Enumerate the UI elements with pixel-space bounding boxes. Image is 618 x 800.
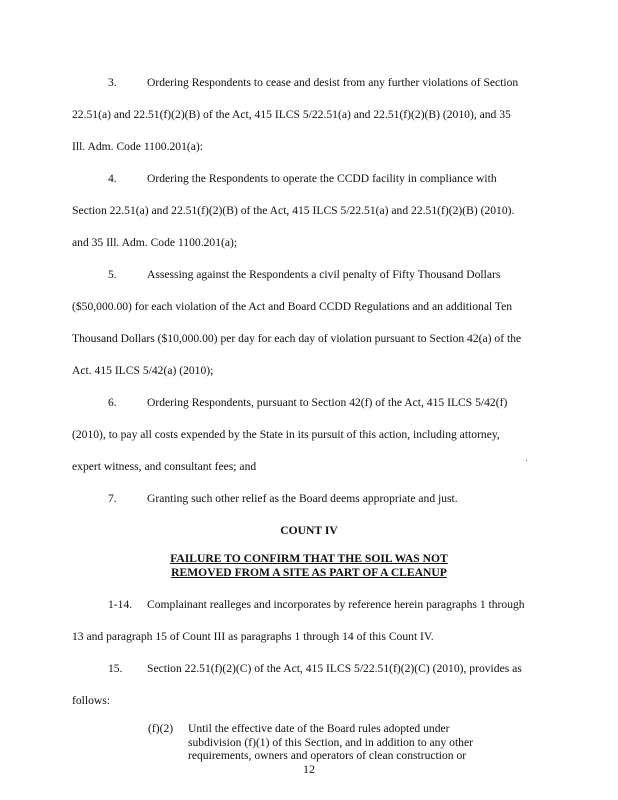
page-number: 12 bbox=[303, 762, 315, 776]
count-heading: COUNT IV bbox=[280, 524, 338, 537]
paragraph-15-first-line: Section 22.51(f)(2)(C) of the Act, 415 ILCS 5/22.51(f)(2)(C) (2010), provides as bbox=[147, 662, 522, 675]
block-quote-line-1: Until the effective date of the Board rules adopted under bbox=[188, 722, 450, 735]
item-5-line-4: Act. 415 ILCS 5/42(a) (2010); bbox=[72, 364, 214, 377]
paragraph-15-number: 15. bbox=[108, 662, 123, 675]
item-5-first-line: Assessing against the Respondents a civil penalty of Fifty Thousand Dollars bbox=[147, 268, 501, 281]
item-7-first-line: Granting such other relief as the Board deems appropriate and just. bbox=[147, 492, 458, 505]
item-5-number: 5. bbox=[108, 268, 117, 281]
item-3-line-3: Ill. Adm. Code 1100.201(a): bbox=[72, 140, 203, 153]
item-6-first-line: Ordering Respondents, pursuant to Section 42(f) of the Act, 415 ILCS 5/42(f) bbox=[147, 396, 508, 409]
item-6-line-2: (2010), to pay all costs expended by the State in its pursuit of this action, including attorney, bbox=[72, 428, 500, 441]
block-quote-line-2: subdivision (f)(1) of this Section, and in addition to any other bbox=[188, 735, 473, 749]
paragraph-15-line-2: follows: bbox=[72, 694, 111, 707]
item-4-line-2: Section 22.51(a) and 22.51(f)(2)(B) of the Act, 415 ILCS 5/22.51(a) and 22.51(f)(2)(B) (2010). bbox=[72, 204, 515, 217]
item-3-first-line: Ordering Respondents to cease and desist from any further violations of Section bbox=[147, 76, 519, 89]
count-title-line-2: REMOVED FROM A SITE AS PART OF A CLEANUP bbox=[171, 566, 447, 579]
block-quote-label: (f)(2) bbox=[148, 722, 174, 735]
scan-speck bbox=[526, 460, 527, 461]
item-5-line-3: Thousand Dollars ($10,000.00) per day for each day of violation pursuant to Section 42(a) of the bbox=[72, 332, 522, 345]
item-6-number: 6. bbox=[108, 396, 117, 409]
item-4-line-3: and 35 Ill. Adm. Code 1100.201(a); bbox=[72, 236, 238, 249]
item-7-number: 7. bbox=[108, 492, 117, 505]
item-4-number: 4. bbox=[108, 172, 117, 185]
paragraph-1-14-line-2: 13 and paragraph 15 of Count III as paragraphs 1 through 14 of this Count IV. bbox=[72, 630, 434, 643]
block-quote-line-3: requirements, owners and operators of clean construction or bbox=[188, 749, 467, 762]
paragraph-1-14-number: 1-14. bbox=[108, 598, 133, 611]
paragraph-1-14-first-line: Complainant realleges and incorporates by reference herein paragraphs 1 through bbox=[147, 598, 525, 611]
item-5-line-2: ($50,000.00) for each violation of the Act and Board CCDD Regulations and an additional Ten bbox=[72, 300, 513, 313]
item-3-number: 3. bbox=[108, 76, 117, 89]
count-title-line-1: FAILURE TO CONFIRM THAT THE SOIL WAS NOT bbox=[170, 552, 448, 565]
item-4-first-line: Ordering the Respondents to operate the CCDD facility in compliance with bbox=[147, 172, 497, 185]
item-3-line-2: 22.51(a) and 22.51(f)(2)(B) of the Act, 415 ILCS 5/22.51(a) and 22.51(f)(2)(B) (2010), and 35 bbox=[72, 108, 511, 121]
item-6-line-3: expert witness, and consultant fees; and bbox=[72, 460, 257, 473]
